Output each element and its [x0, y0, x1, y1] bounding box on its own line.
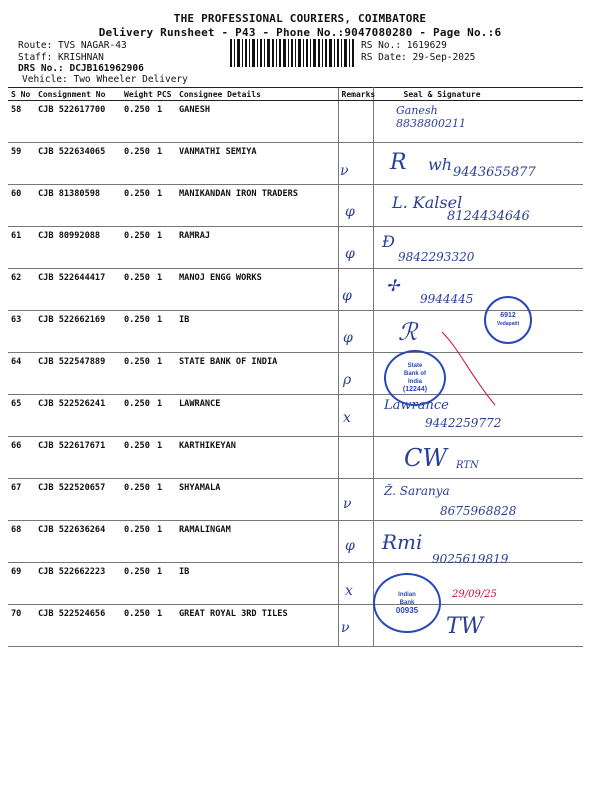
hw-r61-phone: 9842293320	[398, 250, 475, 264]
table-header-row	[8, 88, 583, 101]
cell-consignee: SHYAMALA	[176, 479, 338, 521]
cell-weight: 0.250	[121, 605, 154, 647]
indian-bank-stamp-bottom	[373, 573, 441, 633]
cell-pcs: 1	[154, 353, 176, 395]
col-seal: Seal & Signature	[373, 88, 583, 101]
cell-sno: 64	[8, 353, 35, 395]
vehicle-label: Vehicle: Two Wheeler Delivery	[22, 74, 188, 85]
cell-consignee: GANESH	[176, 101, 338, 143]
cell-consignment: CJB 522526241	[35, 395, 121, 437]
cell-pcs: 1	[154, 437, 176, 479]
cell-consignment: CJB 80992088	[35, 227, 121, 269]
cell-sno: 62	[8, 269, 35, 311]
cell-pcs: 1	[154, 521, 176, 563]
tick-r61: φ	[345, 246, 355, 262]
cell-pcs: 1	[154, 311, 176, 353]
cell-weight: 0.250	[121, 227, 154, 269]
cell-weight: 0.250	[121, 479, 154, 521]
rs-number: RS No.: 1619629	[361, 40, 447, 51]
cell-consignment: CJB 522524656	[35, 605, 121, 647]
hw-r67-phone: 8675968828	[440, 504, 517, 518]
table-row	[8, 227, 583, 269]
cell-sno: 67	[8, 479, 35, 521]
tick-r69: x	[345, 583, 353, 599]
col-sno: S No	[8, 88, 35, 101]
cell-consignment: CJB 522644417	[35, 269, 121, 311]
tick-r60: φ	[345, 204, 355, 220]
col-remarks: Remarks	[338, 88, 373, 101]
cell-sno: 63	[8, 311, 35, 353]
cell-consignment: CJB 522634065	[35, 143, 121, 185]
stamp-top-branch: Vedapatti	[496, 321, 520, 327]
sbi-stamp	[384, 350, 446, 406]
cell-consignee: IB	[176, 563, 338, 605]
cell-sno: 59	[8, 143, 35, 185]
cell-sno: 70	[8, 605, 35, 647]
cell-remarks	[338, 563, 373, 605]
cell-pcs: 1	[154, 143, 176, 185]
hw-r68-sig: Ɍmi	[382, 530, 423, 554]
cell-pcs: 1	[154, 605, 176, 647]
cell-consignee: KARTHIKEYAN	[176, 437, 338, 479]
rs-date: RS Date: 29-Sep-2025	[361, 52, 476, 63]
cell-seal	[373, 269, 583, 311]
hw-r59-scribble: wh	[428, 155, 452, 174]
hw-r62-phone: 9944445	[420, 292, 474, 306]
cell-remarks	[338, 521, 373, 563]
staff-label: Staff: KRISHNAN	[18, 52, 104, 63]
cell-remarks	[338, 101, 373, 143]
hw-r65-phone: 9442259772	[425, 416, 502, 430]
hw-r68-phone: 9025619819	[432, 552, 509, 566]
cell-consignment: CJB 522617671	[35, 437, 121, 479]
cell-sno: 60	[8, 185, 35, 227]
tick-r65: x	[343, 410, 351, 426]
cell-consignee: MANIKANDAN IRON TRADERS	[176, 185, 338, 227]
cell-sno: 69	[8, 563, 35, 605]
stamp-ib-name: Indian Bank	[398, 592, 416, 606]
tick-r62: φ	[342, 288, 352, 304]
stamp-top-number: 6912	[500, 312, 516, 319]
cell-remarks	[338, 437, 373, 479]
cell-pcs: 1	[154, 563, 176, 605]
table-row	[8, 437, 583, 479]
cell-consignment: CJB 522636264	[35, 521, 121, 563]
hw-r58-phone: 8838800211	[396, 117, 466, 130]
hw-r60-phone: 8124434646	[447, 209, 530, 224]
tick-r67: ν	[343, 496, 352, 512]
red-ink-line	[440, 330, 500, 410]
cell-pcs: 1	[154, 479, 176, 521]
route-label: Route: TVS NAGAR-43	[18, 40, 127, 51]
hw-r67-sig: Ž. Saranya	[384, 484, 450, 498]
cell-weight: 0.250	[121, 395, 154, 437]
hw-r58-name: Ganesh	[396, 104, 438, 117]
col-weight: Weight	[121, 88, 154, 101]
cell-pcs: 1	[154, 101, 176, 143]
cell-consignment: CJB 522547889	[35, 353, 121, 395]
hw-r69-date: 29/09/25	[452, 589, 497, 600]
cell-sno: 61	[8, 227, 35, 269]
company-name: THE PROFESSIONAL COURIERS, COIMBATORE	[173, 12, 427, 25]
cell-sno: 58	[8, 101, 35, 143]
cell-weight: 0.250	[121, 185, 154, 227]
cell-weight: 0.250	[121, 311, 154, 353]
table-row	[8, 605, 583, 647]
cell-consignment: CJB 81380598	[35, 185, 121, 227]
cell-remarks	[338, 227, 373, 269]
cell-weight: 0.250	[121, 521, 154, 563]
cell-consignee: MANOJ ENGG WORKS	[176, 269, 338, 311]
cell-consignment: CJB 522520657	[35, 479, 121, 521]
cell-weight: 0.250	[121, 101, 154, 143]
hw-r65-sig: Lawrance	[384, 398, 449, 413]
tick-r59: ν	[340, 163, 349, 179]
hw-r70-sig: TW	[446, 614, 484, 639]
cell-consignment: CJB 522662169	[35, 311, 121, 353]
stamp-sbi-name: State Bank of India	[403, 363, 426, 385]
cell-consignee: LAWRANCE	[176, 395, 338, 437]
tick-r68: φ	[345, 538, 355, 554]
cell-consignment: CJB 522617700	[35, 101, 121, 143]
col-consignment: Consignment No	[35, 88, 121, 101]
cell-sno: 68	[8, 521, 35, 563]
tick-r64: ρ	[343, 372, 352, 388]
cell-sno: 65	[8, 395, 35, 437]
cell-weight: 0.250	[121, 437, 154, 479]
hw-r66-sig: CW	[404, 444, 448, 472]
col-pcs: PCS	[154, 88, 176, 101]
cell-weight: 0.250	[121, 563, 154, 605]
hw-r59-phone: 9443655877	[453, 165, 536, 180]
hw-r61-mark: Ɖ	[382, 232, 395, 251]
cell-consignee: GREAT ROYAL 3RD TILES	[176, 605, 338, 647]
hw-r63-sig: ℛ	[398, 318, 418, 346]
cell-weight: 0.250	[121, 143, 154, 185]
hw-r59-initial: R	[390, 150, 407, 175]
cell-pcs: 1	[154, 395, 176, 437]
col-consignee: Consignee Details	[176, 88, 338, 101]
cell-consignment: CJB 522662223	[35, 563, 121, 605]
stamp-sbi-code: (12244)	[402, 386, 428, 393]
cell-weight: 0.250	[121, 269, 154, 311]
tick-r70: ν	[341, 620, 350, 636]
cell-consignee: RAMRAJ	[176, 227, 338, 269]
tick-r63: φ	[343, 330, 353, 346]
cell-pcs: 1	[154, 185, 176, 227]
cell-consignee: STATE BANK OF INDIA	[176, 353, 338, 395]
table-row	[8, 101, 583, 143]
drs-number: DRS No.: DCJB161962906	[18, 63, 144, 74]
cell-weight: 0.250	[121, 353, 154, 395]
hw-r62-mark: ✢	[386, 276, 400, 295]
cell-sno: 66	[8, 437, 35, 479]
stamp-ib-code: 00935	[395, 606, 419, 615]
cell-consignee: VANMATHI SEMIYA	[176, 143, 338, 185]
cell-consignee: IB	[176, 311, 338, 353]
cell-pcs: 1	[154, 227, 176, 269]
barcode	[230, 39, 356, 67]
hw-r60-sig: L. Kalsel	[392, 193, 463, 212]
cell-consignee: RAMALINGAM	[176, 521, 338, 563]
cell-remarks	[338, 185, 373, 227]
hw-r66-sub: RTN	[456, 460, 479, 471]
runsheet-title: Delivery Runsheet - P43 - Phone No.:9047080280 - Page No.:6	[98, 26, 502, 39]
cell-pcs: 1	[154, 269, 176, 311]
